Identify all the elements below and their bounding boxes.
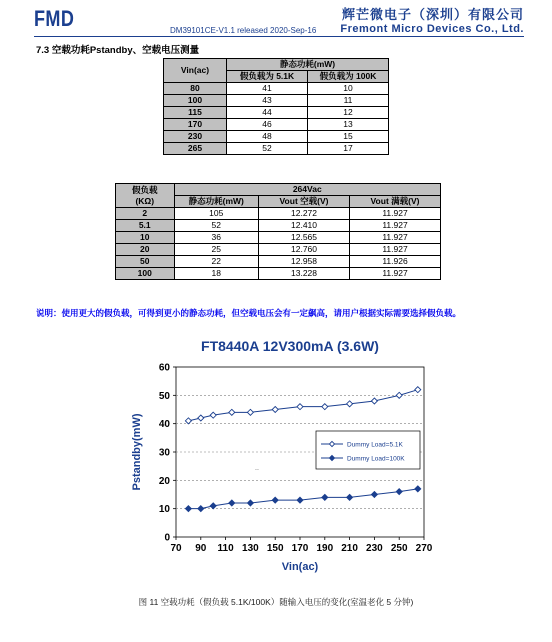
col-header-264vac: 264Vac xyxy=(174,184,441,196)
x-tick-label: 110 xyxy=(217,543,234,554)
y-tick-label: 0 xyxy=(164,532,170,544)
header-divider xyxy=(34,36,524,37)
table-cell: 36 xyxy=(174,232,259,244)
col-header-vin: Vin(ac) xyxy=(164,59,227,83)
col-header-vout-fullload: Vout 满载(V) xyxy=(350,196,441,208)
table-row xyxy=(164,143,389,155)
table-cell: 20 xyxy=(116,244,175,256)
table-cell: 105 xyxy=(174,208,259,220)
y-tick-label: 40 xyxy=(158,419,170,431)
y-tick-label: 30 xyxy=(158,447,170,459)
y-tick-label: 50 xyxy=(158,390,170,402)
table-cell: 15 xyxy=(308,131,389,143)
table-cell: 11.927 xyxy=(350,220,441,232)
legend-box xyxy=(316,431,420,469)
y-axis-label: Pstandby(mW) xyxy=(131,413,143,491)
table-cell: 52 xyxy=(174,220,259,232)
y-tick-label: 20 xyxy=(158,475,170,487)
table-row xyxy=(116,232,441,244)
table-cell: 50 xyxy=(116,256,175,268)
document-id: DM39101CE-V1.1 released 2020-Sep-16 xyxy=(170,26,317,35)
company-name-en: Fremont Micro Devices Co., Ltd. xyxy=(340,23,524,35)
table-cell: 22 xyxy=(174,256,259,268)
table-cell: 43 xyxy=(227,95,308,107)
table-cell: 11 xyxy=(308,95,389,107)
table-cell: 11.927 xyxy=(350,208,441,220)
x-tick-label: 210 xyxy=(341,543,358,554)
x-tick-label: 190 xyxy=(316,543,334,554)
table-cell: 17 xyxy=(308,143,389,155)
company-name-cn: 辉芒微电子（深圳）有限公司 xyxy=(341,7,524,22)
table-row xyxy=(116,256,441,268)
legend-label: Dummy Load=5.1K xyxy=(347,441,403,449)
chart-legend xyxy=(316,431,420,469)
col-header-dummy-load xyxy=(116,184,175,208)
table-cell: 52 xyxy=(227,143,308,155)
table-row xyxy=(164,83,389,95)
table-cell: 11.927 xyxy=(350,268,441,280)
table-row xyxy=(116,220,441,232)
col-header-standby-power: 静态功耗(mW) xyxy=(174,196,259,208)
table-cell: 2 xyxy=(116,208,175,220)
x-tick-label: 230 xyxy=(366,543,383,554)
y-tick-label: 10 xyxy=(158,504,170,516)
table-cell: 18 xyxy=(174,268,259,280)
table-row xyxy=(164,107,389,119)
table-cell: 100 xyxy=(116,268,175,280)
x-tick-label: 250 xyxy=(390,543,408,554)
col-header-standby-power: 静态功耗(mW) xyxy=(227,59,389,71)
section-title: 7.3 空载功耗Pstandby、空载电压测量 xyxy=(36,45,200,56)
figure-caption: 图 11 空载功耗（假负载 5.1K/100K）随输入电压的变化(室温老化 5 分钟) xyxy=(138,597,414,607)
table-cell: 100 xyxy=(164,95,227,107)
chart-title: FT8440A 12V300mA (3.6W) xyxy=(201,338,379,354)
table-cell: 12.565 xyxy=(259,232,350,244)
table-cell: 170 xyxy=(164,119,227,131)
standby-power-table xyxy=(163,58,389,155)
col-header-vout-noload: Vout 空载(V) xyxy=(259,196,350,208)
col-header-dummy-load-line1: 假负载 xyxy=(131,184,158,195)
table-cell: 115 xyxy=(164,107,227,119)
table-cell: 5.1 xyxy=(116,220,175,232)
table-cell: 13.228 xyxy=(259,268,350,280)
x-tick-label: 270 xyxy=(415,543,433,554)
table-cell: 13 xyxy=(308,119,389,131)
output-voltage-table xyxy=(115,183,441,280)
table-row xyxy=(116,244,441,256)
company-logo: FMD xyxy=(34,6,75,31)
table-row xyxy=(116,208,441,220)
standby-power-chart xyxy=(100,325,452,587)
table-cell: 25 xyxy=(174,244,259,256)
table-cell: 80 xyxy=(164,83,227,95)
table-cell: 12.272 xyxy=(259,208,350,220)
table-cell: 41 xyxy=(227,83,308,95)
table-row xyxy=(164,131,389,143)
usage-note: 说明：使用更大的假负载，可得到更小的静态功耗，但空载电压会有一定飙高，请用户根据实际需要选择假负载。 xyxy=(36,308,462,318)
table-row xyxy=(116,268,441,280)
col-header-load-5k1: 假负载为 5.1K xyxy=(227,71,308,83)
table-cell: 44 xyxy=(227,107,308,119)
x-axis-label: Vin(ac) xyxy=(281,561,319,573)
table-cell: 12.410 xyxy=(259,220,350,232)
table-cell: 11.926 xyxy=(350,256,441,268)
x-tick-label: 170 xyxy=(291,543,309,554)
col-header-load-100k: 假负载为 100K xyxy=(308,71,389,83)
table-cell: 12 xyxy=(308,107,389,119)
x-tick-label: 90 xyxy=(195,543,207,554)
table-cell: 230 xyxy=(164,131,227,143)
x-tick-label: 130 xyxy=(242,543,259,554)
stray-mark: .. xyxy=(255,465,259,472)
x-tick-label: 70 xyxy=(170,543,182,554)
table-cell: 46 xyxy=(227,119,308,131)
table-row xyxy=(164,119,389,131)
table-cell: 12.958 xyxy=(259,256,350,268)
y-tick-label: 60 xyxy=(158,362,170,374)
table-cell: 265 xyxy=(164,143,227,155)
table-cell: 10 xyxy=(308,83,389,95)
table-cell: 10 xyxy=(116,232,175,244)
table-cell: 11.927 xyxy=(350,232,441,244)
col-header-dummy-load-line2: (KΩ) xyxy=(135,195,155,206)
x-tick-label: 150 xyxy=(266,543,284,554)
table-cell: 12.760 xyxy=(259,244,350,256)
table-cell: 11.927 xyxy=(350,244,441,256)
table-cell: 48 xyxy=(227,131,308,143)
table-row xyxy=(164,95,389,107)
legend-label: Dummy Load=100K xyxy=(347,455,405,463)
